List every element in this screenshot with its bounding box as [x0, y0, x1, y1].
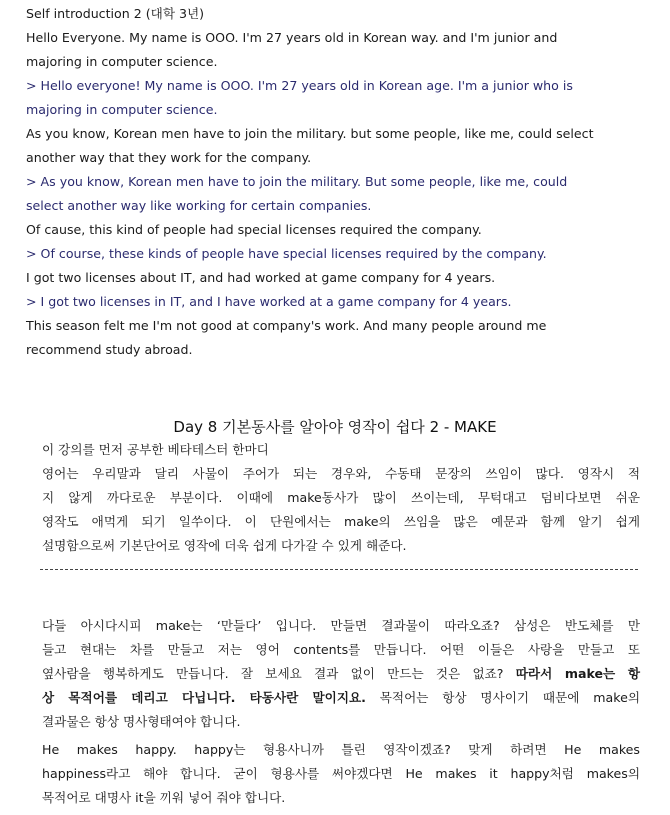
lesson-body-line: He makes happy. happy는 형용사니까 틀린 영작이겠죠? 맞게 하려면 He makes [42, 742, 640, 757]
lesson-body-line [42, 689, 640, 707]
intro-line: Of cause, this kind of people had special licenses required the company. [26, 222, 482, 237]
intro-line: Hello Everyone. My name is OOO. I'm 27 years old in Korean way. and I'm junior and [26, 30, 558, 45]
correction-line: > Hello everyone! My name is OOO. I'm 27 years old in Korean age. I'm a junior who is [26, 78, 573, 93]
dashed-divider [40, 569, 638, 570]
intro-line: As you know, Korean men have to join the military. but some people, like me, could select [26, 126, 594, 141]
correction-line: > Of course, these kinds of people have special licenses required by the company. [26, 246, 547, 261]
correction-line: > As you know, Korean men have to join the military. But some people, like me, could [26, 174, 568, 189]
intro-line: This season felt me I'm not good at company's work. And many people around me [26, 318, 547, 333]
lesson-intro-line: 영어는 우리말과 달리 사물이 주어가 되는 경우와, 수동태 문장의 쓰임이 많다. 영작시 적 [42, 466, 640, 481]
lesson-intro-line: 설명함으로써 기본단어로 영작에 더욱 쉽게 다가갈 수 있게 해준다. [42, 538, 407, 553]
lesson-body-emphasis: 따라서 make는 항 [515, 666, 641, 681]
lesson-body-line: 목적어로 대명사 it을 끼워 넣어 줘야 합니다. [42, 790, 286, 805]
lesson-body-emphasis: 상 목적어를 데리고 다닙니다. 타동사란 말이지요. [42, 690, 366, 705]
correction-line: select another way like working for certain companies. [26, 198, 372, 213]
lesson-body-line: 들고 현대는 차를 만들고 저는 영어 contents를 만듭니다. 어떤 이들은 사랑을 만들고 또 [42, 642, 640, 657]
lesson-body-line: 결과물은 항상 명사형태여야 합니다. [42, 714, 241, 729]
lesson-body-line [42, 665, 640, 683]
lesson-body-segment: 목적어는 항상 명사이기 때문에 make의 [365, 690, 640, 705]
beta-tester-label: 이 강의를 먼저 공부한 베타테스터 한마디 [42, 442, 269, 457]
intro-line: another way that they work for the company. [26, 150, 312, 165]
intro-line: I got two licenses about IT, and had worked at game company for 4 years. [26, 270, 496, 285]
correction-line: majoring in computer science. [26, 102, 218, 117]
intro-line: recommend study abroad. [26, 342, 193, 357]
lesson-intro-line: 지 않게 까다로운 부분이다. 이때에 make동사가 많이 쓰이는데, 무턱대고 덤비다보면 쉬운 [42, 490, 640, 505]
lesson-body-line: happiness라고 해야 합니다. 굳이 형용사를 써야겠다면 He makes it happy처럼 makes의 [42, 766, 640, 781]
lesson-title: Day 8 기본동사를 알아야 영작이 쉽다 2 - MAKE [173, 418, 497, 436]
intro-heading: Self introduction 2 (대학 3년) [26, 6, 205, 21]
lesson-body-line: 다들 아시다시피 make는 ‘만들다’ 입니다. 만들면 결과물이 따라오죠? 삼성은 반도체를 만 [42, 618, 640, 633]
lesson-body-segment: 옆사람을 행복하게도 만듭니다. 잘 보세요 결과 없이 만드는 것은 없죠? [42, 666, 504, 681]
lesson-intro-line: 영작도 애먹게 되기 일쑤이다. 이 단원에서는 make의 쓰임을 많은 예문과 함께 알기 쉽게 [42, 514, 640, 529]
correction-line: > I got two licenses in IT, and I have worked at a game company for 4 years. [26, 294, 512, 309]
intro-line: majoring in computer science. [26, 54, 218, 69]
